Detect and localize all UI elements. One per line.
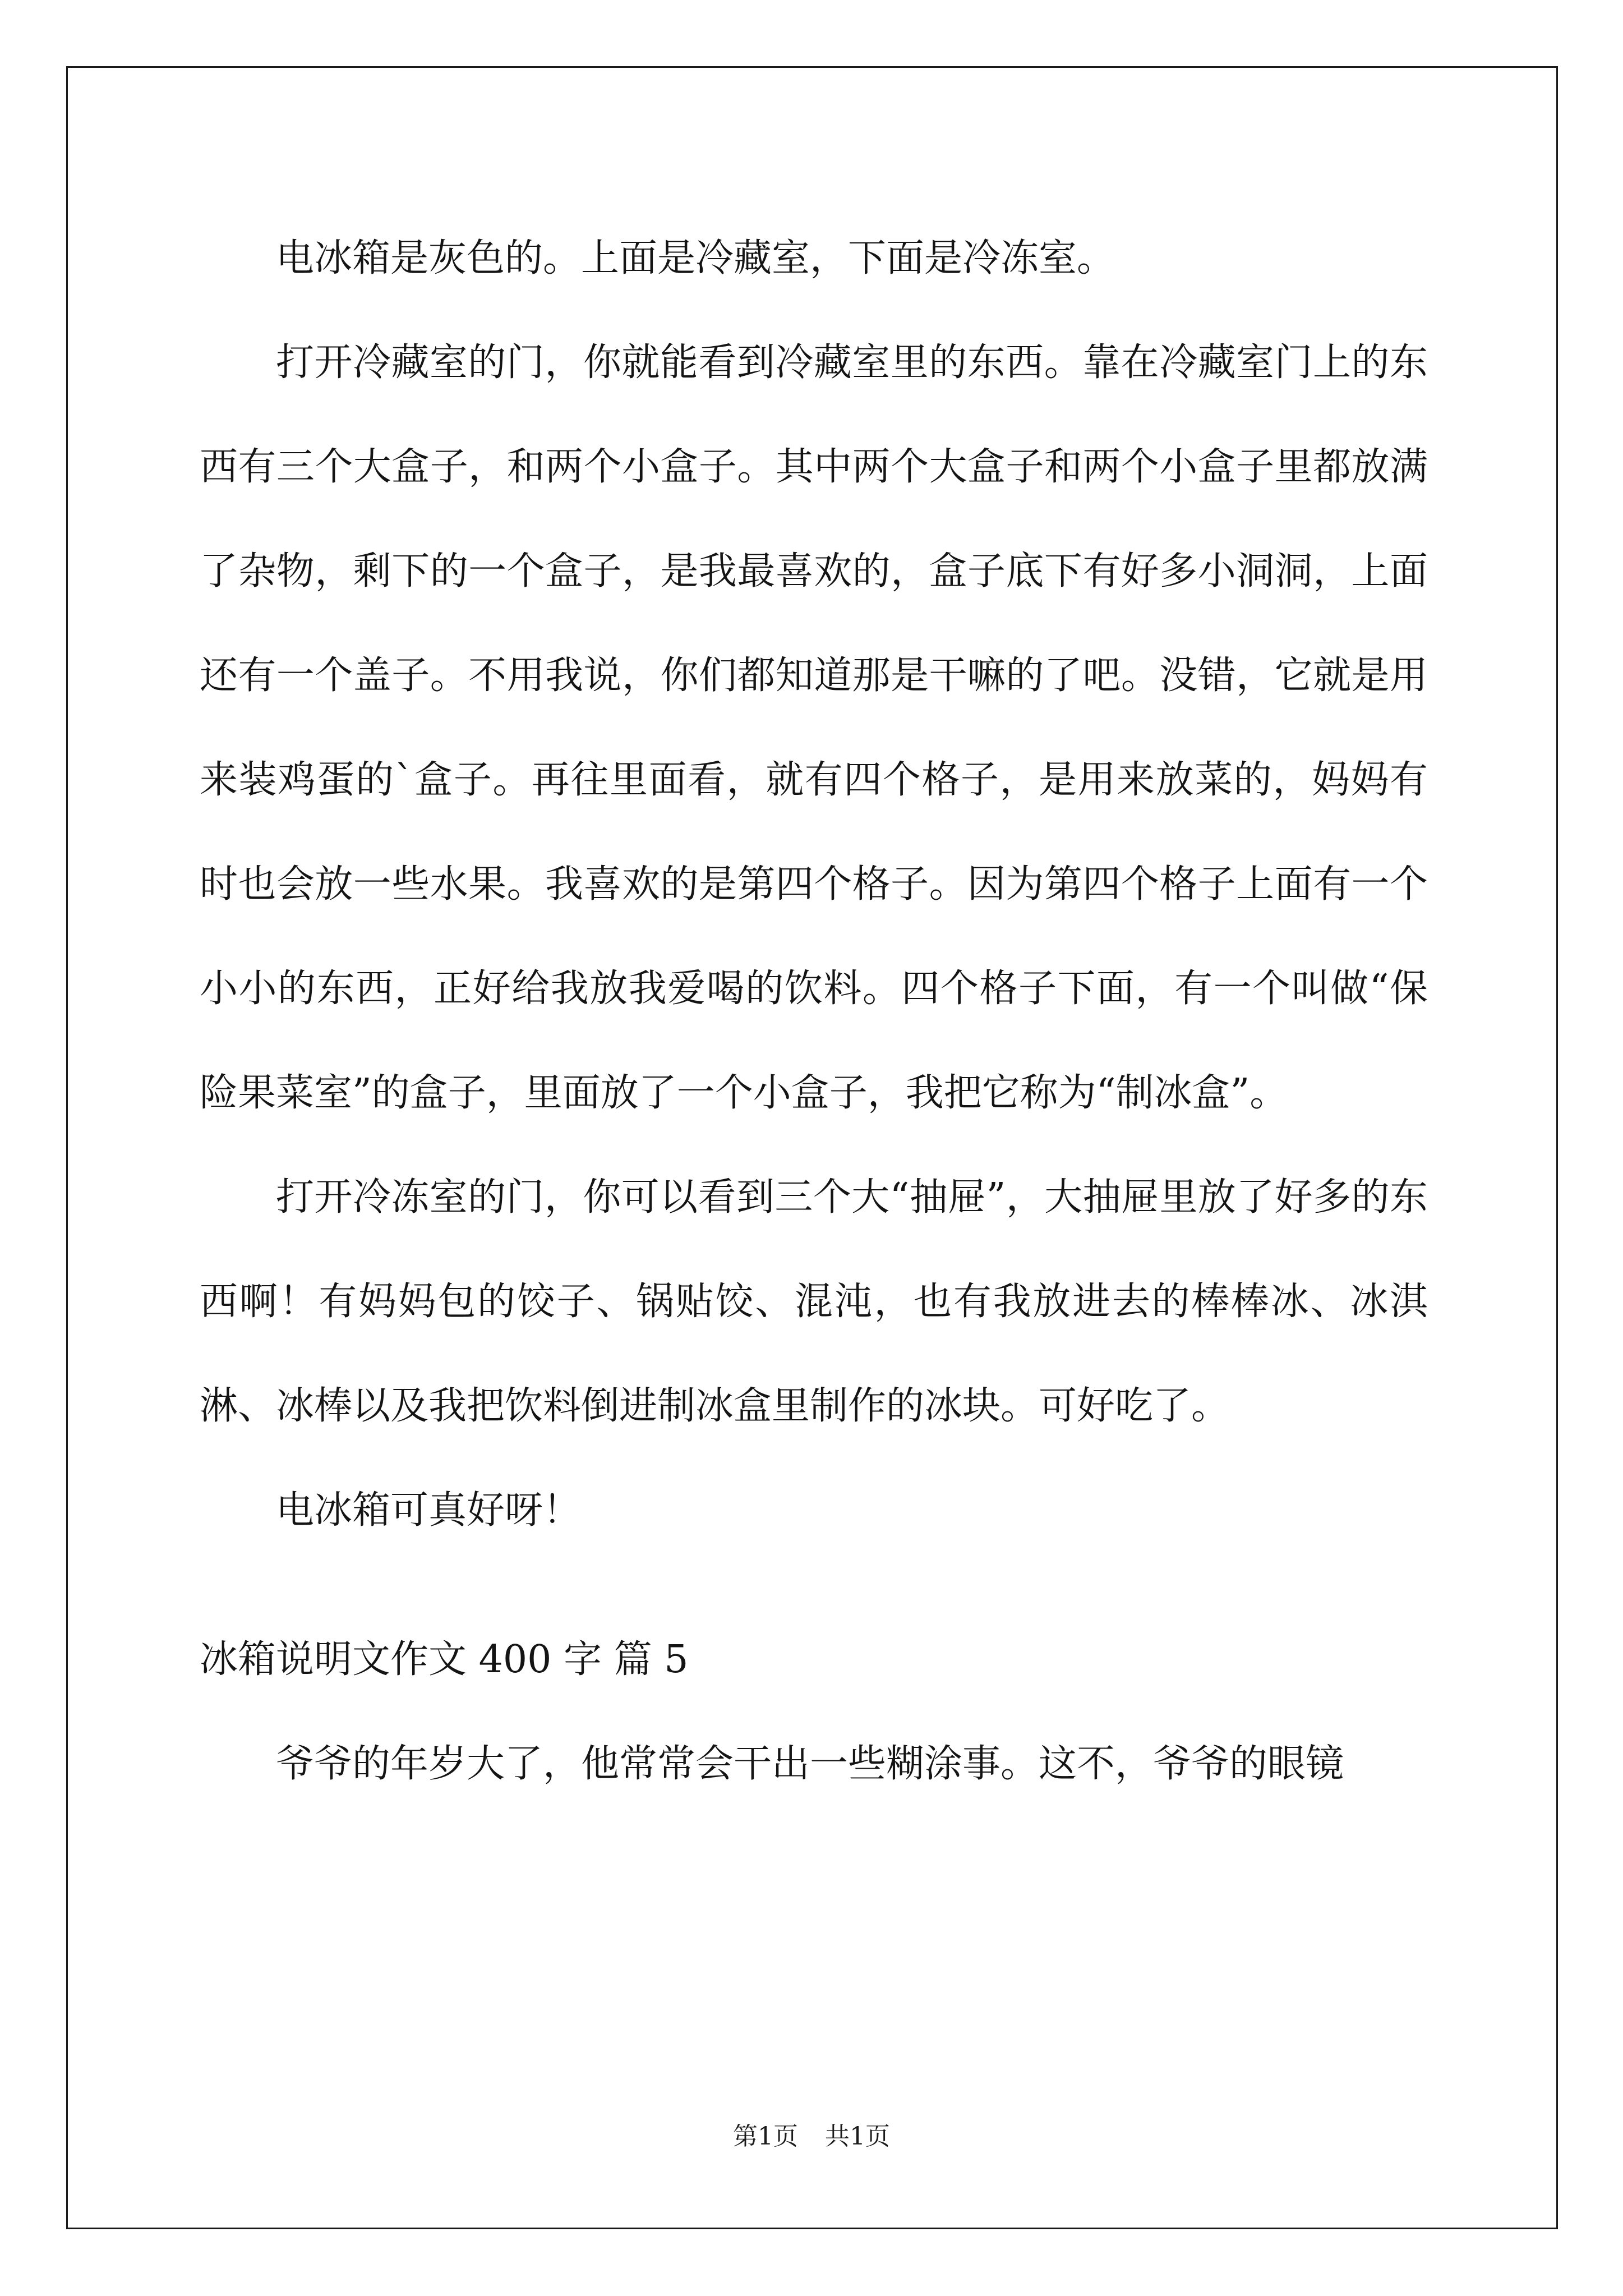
paragraph-3: 打开冷冻室的门，你可以看到三个大“抽屉”，大抽屉里放了好多的东西啊！有妈妈包的饺子、锅贴饺、混沌，也有我放进去的棒棒冰、冰淇淋、冰棒以及我把饮料倒进制冰盒里制作的冰块。可好吃了。 bbox=[200, 1175, 1428, 1428]
paragraph-1: 电冰箱是灰色的。上面是冷藏室，下面是冷冻室。 bbox=[276, 236, 1115, 280]
page-number: 第1页 bbox=[733, 2122, 798, 2151]
page-footer bbox=[0, 2116, 1623, 2152]
paragraph-5: 爷爷的年岁大了，他常常会干出一些糊涂事。这不，爷爷的眼镜 bbox=[276, 1742, 1344, 1786]
document-body bbox=[200, 206, 1428, 1816]
section-heading: 冰箱说明文作文 400 字 篇 5 bbox=[200, 1637, 689, 1682]
paragraph-4: 电冰箱可真好呀！ bbox=[276, 1488, 582, 1533]
page-total: 共1页 bbox=[825, 2122, 890, 2151]
paragraph-2: 打开冷藏室的门，你就能看到冷藏室里的东西。靠在冷藏室门上的东西有三个大盒子，和两个小盒子。其中两个大盒子和两个小盒子里都放满了杂物，剩下的一个盒子，是我最喜欢的，盒子底下有好多小洞洞，上面还有一个盖子。不用我说，你们都知道那是干嘛的了吧。没错，它就是用来装鸡蛋的`盒子。再往里面看，就有四个格子，是用来放菜的，妈妈有时也会放一些水果。我喜欢的是第四个格子。因为第四个格子上面有一个小小的东西，正好给我放我爱喝的饮料。四个格子下面，有一个叫做“保险果菜室”的盒子，里面放了一个小盒子，我把它称为“制冰盒”。 bbox=[200, 341, 1428, 1115]
